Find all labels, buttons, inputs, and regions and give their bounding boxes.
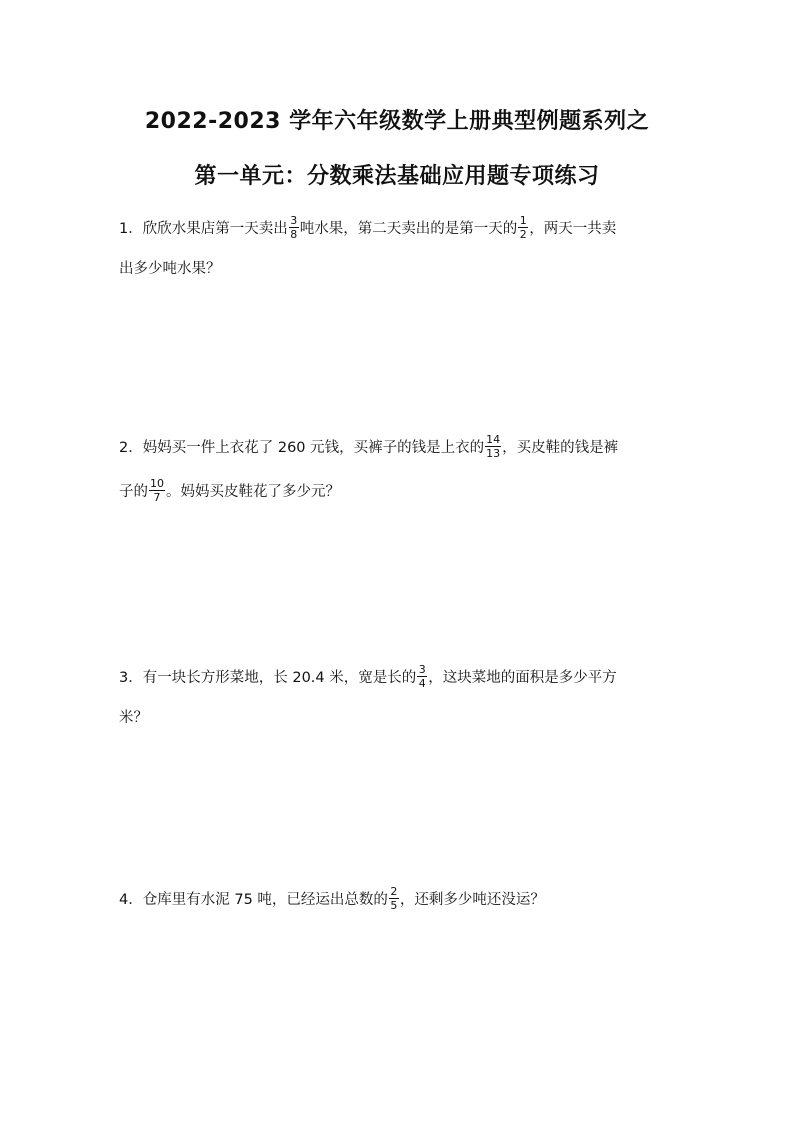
fraction <box>485 434 501 459</box>
problem-number: 2． <box>119 439 143 456</box>
problem-number: 4． <box>119 891 143 908</box>
fraction-numerator: 10 <box>150 476 164 490</box>
fraction-numerator: 14 <box>486 432 501 446</box>
problem-text: 米？ <box>119 709 148 726</box>
problem-4-line-1 <box>119 883 545 913</box>
problem-1-line-2 <box>119 252 221 282</box>
fraction <box>417 664 427 689</box>
fraction-denominator: 2 <box>519 227 527 241</box>
fraction-numerator: 1 <box>519 213 527 227</box>
fraction-denominator: 13 <box>486 446 501 460</box>
fraction <box>149 478 165 503</box>
problem-text: ，买皮鞋的钱是裤 <box>502 439 619 456</box>
problem-1-line-1 <box>119 212 616 242</box>
problem-text: 吨水果，第二天卖出的是第一天的 <box>299 220 518 237</box>
problem-3-line-2 <box>119 701 148 731</box>
fraction-denominator: 8 <box>290 227 298 241</box>
fraction-denominator: 5 <box>390 898 398 912</box>
problem-text: 有一块长方形菜地，长 20.4 米，宽是长的 <box>142 669 417 686</box>
problem-text: ，两天一共卖 <box>529 220 617 237</box>
document-title-line-1: 2022-2023 学年六年级数学上册典型例题系列之 <box>144 109 650 134</box>
problem-text: 妈妈买一件上衣花了 260 元钱，买裤子的钱是上衣的 <box>142 439 485 456</box>
problem-2-line-1 <box>119 431 618 461</box>
problem-text: 。妈妈买皮鞋花了多少元？ <box>166 483 340 500</box>
problem-text: 子的 <box>119 483 148 500</box>
problem-text: 仓库里有水泥 75 吨，已经运出总数的 <box>142 891 388 908</box>
fraction-denominator: 4 <box>418 676 426 690</box>
problem-number: 3． <box>119 669 143 686</box>
problem-2-line-2 <box>119 475 340 505</box>
fraction <box>518 215 528 240</box>
fraction-numerator: 3 <box>418 662 426 676</box>
problem-3-line-1 <box>119 661 617 691</box>
problem-number: 1． <box>119 220 143 237</box>
problem-text: ，这块菜地的面积是多少平方 <box>428 669 617 686</box>
fraction-denominator: 7 <box>153 490 161 504</box>
problem-text: 欣欣水果店第一天卖出 <box>142 220 288 237</box>
problem-text: ，还剩多少吨还没运？ <box>399 891 545 908</box>
fraction-numerator: 3 <box>290 213 298 227</box>
fraction-numerator: 2 <box>390 884 398 898</box>
fraction <box>289 215 299 240</box>
problem-text: 出多少吨水果？ <box>119 260 221 277</box>
document-title-line-2: 第一单元：分数乘法基础应用题专项练习 <box>194 164 600 189</box>
fraction <box>389 886 399 911</box>
